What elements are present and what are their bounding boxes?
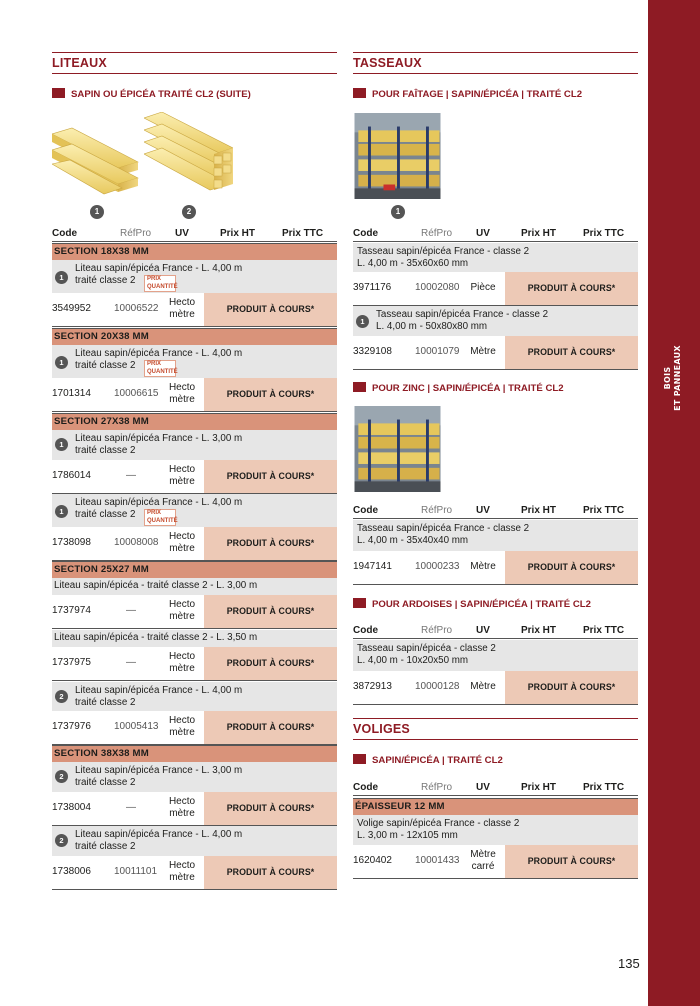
section-header: SECTION 20X38 MM: [52, 328, 337, 345]
section-header: SECTION 18X38 MM: [52, 243, 337, 260]
product-row: 1701314 10006615 Hecto mètre PRODUIT À COURS*: [52, 378, 337, 412]
product-number-badge: 1: [356, 315, 369, 328]
table-header: Code RéfPro UV Prix HT Prix TTC: [353, 505, 638, 519]
product-description: 1 Liteau sapin/épicéa France - L. 4,00 m traité classe 2 PRIX QUANTITÉ: [52, 260, 337, 293]
product-description: Tasseau sapin/épicéa France - classe 2 L. 4,00 m - 35x60x60 mm: [353, 243, 638, 272]
product-description: Liteau sapin/épicéa - traité classe 2 - L. 3,00 m: [52, 578, 337, 595]
product-number-badge: 2: [55, 770, 68, 783]
product-number-badge: 2: [55, 690, 68, 703]
product-row: 1738098 10008008 Hecto mètre PRODUIT À COURS*: [52, 527, 337, 561]
product-description: 2 Liteau sapin/épicéa France - L. 3,00 m traité classe 2: [52, 762, 337, 792]
price-cell: PRODUIT À COURS*: [204, 792, 337, 825]
product-description: 1 Tasseau sapin/épicéa France - classe 2 L. 4,00 m - 50x80x80 mm: [353, 306, 638, 336]
photo-liteau-2: [144, 112, 233, 198]
product-row: 1738004 — Hecto mètre PRODUIT À COURS*: [52, 792, 337, 826]
photo-number-2: 2: [182, 205, 196, 219]
product-description: 2 Liteau sapin/épicéa France - L. 4,00 m traité classe 2: [52, 826, 337, 856]
category-heading: SAPIN OU ÉPICÉA TRAITÉ CL2 (SUITE): [52, 88, 337, 102]
side-tab: [648, 0, 700, 1006]
table-header: Code RéfPro UV Prix HT Prix TTC: [353, 228, 638, 242]
side-tab-label: BOIS ET PANNEAUX: [663, 345, 682, 411]
price-cell: PRODUIT À COURS*: [204, 293, 337, 326]
price-cell: PRODUIT À COURS*: [204, 856, 337, 889]
category-square-icon: [353, 754, 366, 764]
product-description: Tasseau sapin/épicéa France - classe 2 L. 4,00 m - 35x40x40 mm: [353, 520, 638, 551]
product-row: 3329108 10001079 Mètre PRODUIT À COURS*: [353, 336, 638, 370]
price-cell: PRODUIT À COURS*: [204, 595, 337, 628]
price-cell: PRODUIT À COURS*: [505, 272, 638, 305]
category-heading: POUR FAÎTAGE | SAPIN/ÉPICÉA | TRAITÉ CL2: [353, 88, 638, 102]
product-row: 1737976 10005413 Hecto mètre PRODUIT À COURS*: [52, 711, 337, 745]
photo-number-1: 1: [391, 205, 405, 219]
photo-tasseau-storage: [353, 113, 442, 199]
category-heading: POUR ZINC | SAPIN/ÉPICÉA | TRAITÉ CL2: [353, 382, 638, 396]
section-header: SECTION 27X38 MM: [52, 413, 337, 430]
product-number-badge: 1: [55, 356, 68, 369]
section-title-voliges: VOLIGES: [353, 718, 638, 740]
product-number-badge: 1: [55, 271, 68, 284]
prix-quantite-badge: PRIX QUANTITÉ: [144, 275, 176, 292]
table-header: Code RéfPro UV Prix HT Prix TTC: [353, 782, 638, 796]
product-row: 1947141 10000233 Mètre PRODUIT À COURS*: [353, 551, 638, 585]
product-description: Volige sapin/épicéa France - classe 2 L. 3,00 m - 12x105 mm: [353, 815, 638, 845]
product-row: 1737974 — Hecto mètre PRODUIT À COURS*: [52, 595, 337, 629]
table-header: Code RéfPro UV Prix HT Prix TTC: [52, 228, 337, 242]
product-number-badge: 1: [55, 438, 68, 451]
product-row: 1737975 — Hecto mètre PRODUIT À COURS*: [52, 647, 337, 681]
product-row: 3971176 10002080 Pièce PRODUIT À COURS*: [353, 272, 638, 306]
section-header: ÉPAISSEUR 12 MM: [353, 798, 638, 815]
price-cell: PRODUIT À COURS*: [204, 711, 337, 744]
category-square-icon: [353, 598, 366, 608]
product-row: 1620402 10001433 Mètre carré PRODUIT À COURS*: [353, 845, 638, 879]
category-square-icon: [353, 88, 366, 98]
photo-number-1: 1: [90, 205, 104, 219]
page-number: 135: [618, 956, 640, 971]
price-cell: PRODUIT À COURS*: [505, 336, 638, 369]
table-header: Code RéfPro UV Prix HT Prix TTC: [353, 625, 638, 639]
product-number-badge: 1: [55, 505, 68, 518]
price-cell: PRODUIT À COURS*: [204, 527, 337, 560]
price-cell: PRODUIT À COURS*: [505, 845, 638, 878]
product-row: 3549952 10006522 Hecto mètre PRODUIT À COURS*: [52, 293, 337, 327]
category-square-icon: [353, 382, 366, 392]
section-header: SECTION 25X27 MM: [52, 561, 337, 578]
product-row: 1738006 10011101 Hecto mètre PRODUIT À COURS*: [52, 856, 337, 890]
section-title-tasseaux: TASSEAUX: [353, 52, 638, 74]
prix-quantite-badge: PRIX QUANTITÉ: [144, 509, 176, 526]
product-description: 1 Liteau sapin/épicéa France - L. 3,00 m traité classe 2: [52, 430, 337, 460]
price-cell: PRODUIT À COURS*: [204, 460, 337, 493]
product-description: Tasseau sapin/épicéa - classe 2 L. 4,00 m - 10x20x50 mm: [353, 640, 638, 671]
product-row: 1786014 — Hecto mètre PRODUIT À COURS*: [52, 460, 337, 494]
category-heading: POUR ARDOISES | SAPIN/ÉPICÉA | TRAITÉ CL2: [353, 598, 638, 612]
price-cell: PRODUIT À COURS*: [505, 671, 638, 704]
photo-liteau-1: [52, 112, 141, 198]
product-description: 2 Liteau sapin/épicéa France - L. 4,00 m traité classe 2: [52, 682, 337, 711]
category-square-icon: [52, 88, 65, 98]
price-cell: PRODUIT À COURS*: [505, 551, 638, 584]
product-number-badge: 2: [55, 834, 68, 847]
product-description: 1 Liteau sapin/épicéa France - L. 4,00 m traité classe 2 PRIX QUANTITÉ: [52, 345, 337, 378]
price-cell: PRODUIT À COURS*: [204, 647, 337, 680]
price-cell: PRODUIT À COURS*: [204, 378, 337, 411]
prix-quantite-badge: PRIX QUANTITÉ: [144, 360, 176, 377]
product-description: 1 Liteau sapin/épicéa France - L. 4,00 m traité classe 2 PRIX QUANTITÉ: [52, 494, 337, 527]
section-header: SECTION 38X38 MM: [52, 745, 337, 762]
category-heading: SAPIN/ÉPICÉA | TRAITÉ CL2: [353, 754, 638, 768]
product-row: 3872913 10000128 Mètre PRODUIT À COURS*: [353, 671, 638, 705]
section-title-liteaux: LITEAUX: [52, 52, 337, 74]
photo-tasseau-zinc: [353, 406, 442, 492]
product-description: Liteau sapin/épicéa - traité classe 2 - L. 3,50 m: [52, 630, 337, 647]
